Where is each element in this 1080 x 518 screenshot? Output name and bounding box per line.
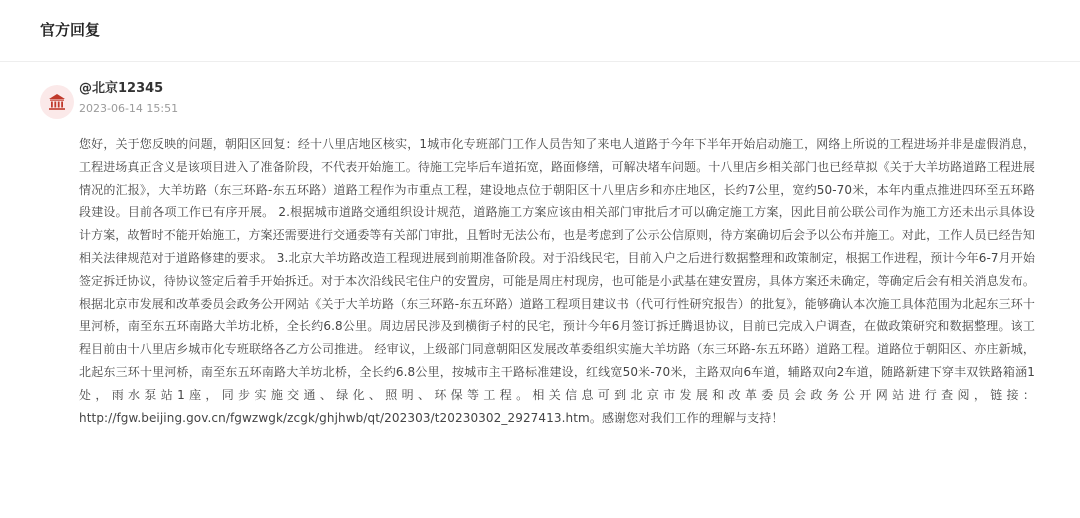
avatar[interactable] [40,85,74,119]
reply-text: 您好，关于您反映的问题，朝阳区回复：经十八里店地区核实，1城市化专班部门工作人员告知了来电人道路于今年下半年开始启动施工，网络上所说的工程进场并非是虚假消息，工程进场真正含义是该项目进入了准备阶段，不代表开始施工。待施工完毕后车道拓宽，路面修缮，可解决堵车问题。十八里店乡相关部门也已经草拟《关于大羊坊路道路工程进展情况的汇报》，大羊坊路（东三环路-东五环路）道路工程作为市重点工程，建设地点位于朝阳区十八里店乡和亦庄地区，长约7公里，宽约50-70米，本年内重点推进四环至五环路段建设。目前各项工作已有序开展。 2.根据城市道路交通组织设计规范，道路施工方案应该由相关部门审批后才可以确定施工方案，因此目前公联公司作为施工方还未出示具体设计方案，故暂时不能开始施工，方案还需要进行交通委等有关部门审批，且暂时无法公布，也是考虑到了公示公信原则，待方案确切后会予以公布并施工。对此，工作人员已经告知相关法律规范对于道路修建的要求。 3.北京大羊坊路改造工程现进展到前期准备阶段。对于沿线民宅，目前入户之后进行数据整理和政策制定，根据工作进程，预计今年6-7月开始签定拆迁协议，待协议签定后着手开始拆迁。对于本次沿线民宅住户的安置房，可能是周庄村现房，也可能是小武基在建安置房，具体方案还未确定，等确定后会有相关消息发布。根据北京市发展和改革委员会政务公开网站《关于大羊坊路（东三环路-东五环路）道路工程项目建议书（代可行性研究报告）的批复》，能够确认本次施工具体范围为北起东三环十里河桥，南至东五环南路大羊坊北桥，全长约6.8公里。周边居民涉及到横街子村的民宅，预计今年6月签订拆迁腾退协议，目前已完成入户调查，在做政策研究和数据整理。该工程目前由十八里店乡城市化专班联络各乙方公司推进。 经审议，上级部门同意朝阳区发展改革委组织实施大羊坊路（东三环路-东五环路）道路工程。道路位于朝阳区、亦庄新城，北起东三环十里河桥，南至东五环南路大羊坊北桥，全长约6.8公里，按城市主干路标准建设，红线宽50米-70米，主路双向6车道，辅路双向2车道，随路新建下穿丰双铁路箱涵1处，雨水泵站1座，同步实施交通、绿化、照明、环保等工程。相关信息可到北京市发展和改革委员会政务公开网站进行查阅，链接：http://fgw.beijing.gov.cn/fgwzwgk/zcgk/ghjhwb/qt/202303/t20230302_2927413.htm。感谢您对我们工作的理解与支持！ [79,137,1035,425]
section-title: 官方回复 [40,21,101,39]
government-building-icon [47,92,67,112]
author-name[interactable]: @北京12345 [79,81,164,96]
post-timestamp: 2023-06-14 15:51 [79,102,179,115]
divider [0,61,1080,62]
